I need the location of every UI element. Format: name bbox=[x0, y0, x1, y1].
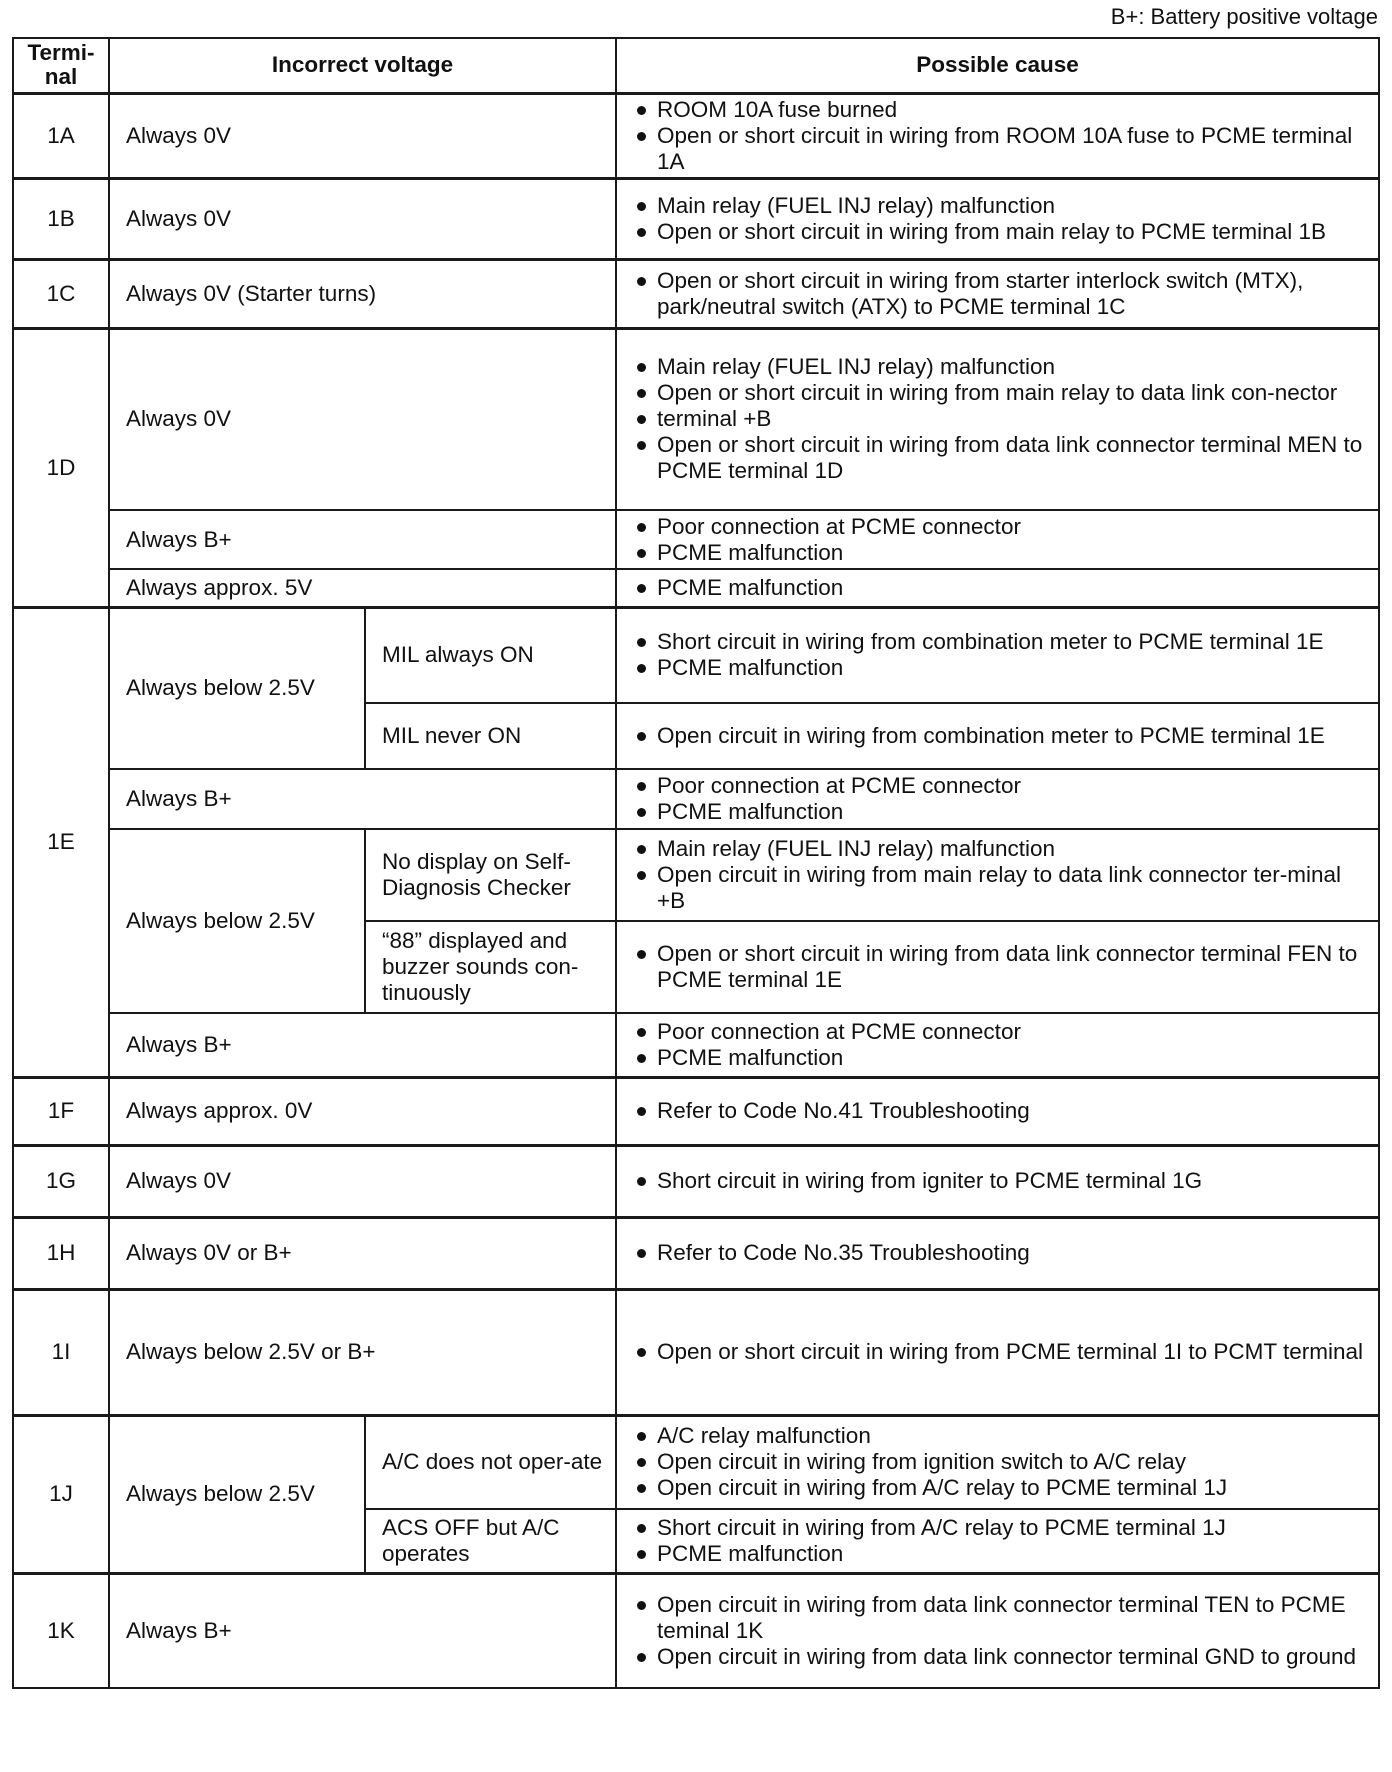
table-row bbox=[13, 569, 1379, 607]
cause-item: Open circuit in wiring from ignition switch to A/C relay bbox=[631, 1449, 1370, 1475]
cause-item: Refer to Code No.41 Troubleshooting bbox=[631, 1098, 1370, 1124]
table-row bbox=[13, 328, 1379, 510]
cause-list bbox=[631, 773, 1370, 825]
voltage-cell: Always B+ bbox=[109, 510, 616, 569]
cause-item: Open circuit in wiring from data link connector terminal GND to ground bbox=[631, 1644, 1370, 1670]
table-row bbox=[13, 1217, 1379, 1289]
terminal-cell: 1H bbox=[13, 1217, 109, 1289]
voltage-cell: Always approx. 5V bbox=[109, 569, 616, 607]
voltage-cell: Always 0V or B+ bbox=[109, 1217, 616, 1289]
terminal-cell: 1G bbox=[13, 1145, 109, 1217]
table-row bbox=[13, 510, 1379, 569]
cause-cell bbox=[616, 1217, 1379, 1289]
terminal-cell: 1B bbox=[13, 178, 109, 259]
cause-item: PCME malfunction bbox=[631, 1045, 1370, 1071]
cause-item: Main relay (FUEL INJ relay) malfunction bbox=[631, 193, 1370, 219]
cause-cell bbox=[616, 569, 1379, 607]
cause-item: PCME malfunction bbox=[631, 655, 1370, 681]
cause-item: Poor connection at PCME connector bbox=[631, 773, 1370, 799]
cause-list bbox=[631, 268, 1370, 320]
terminal-voltage-table bbox=[12, 37, 1380, 1689]
terminal-cell: 1A bbox=[13, 93, 109, 178]
cause-list bbox=[631, 575, 1370, 601]
cause-list bbox=[631, 1339, 1370, 1365]
table-row bbox=[13, 1415, 1379, 1509]
cause-cell bbox=[616, 1509, 1379, 1573]
cause-item: A/C relay malfunction bbox=[631, 1423, 1370, 1449]
cause-list bbox=[631, 836, 1370, 914]
cause-item: Main relay (FUEL INJ relay) malfunction bbox=[631, 836, 1370, 862]
cause-item: Short circuit in wiring from A/C relay to PCME terminal 1J bbox=[631, 1515, 1370, 1541]
cause-list bbox=[631, 941, 1370, 993]
cause-cell bbox=[616, 769, 1379, 829]
cause-cell bbox=[616, 1077, 1379, 1145]
cause-cell bbox=[616, 1013, 1379, 1077]
cause-cell bbox=[616, 703, 1379, 769]
header-possible-cause: Possible cause bbox=[616, 38, 1379, 93]
voltage-cell: Always B+ bbox=[109, 769, 616, 829]
cause-list bbox=[631, 1168, 1370, 1194]
cause-item: Open circuit in wiring from combination meter to PCME terminal 1E bbox=[631, 723, 1370, 749]
header-incorrect-voltage: Incorrect voltage bbox=[109, 38, 616, 93]
voltage-legend-note: B+: Battery positive voltage bbox=[1110, 4, 1378, 29]
cause-item: Open or short circuit in wiring from data link connector terminal FEN to PCME terminal 1E bbox=[631, 941, 1370, 993]
cause-item: Open or short circuit in wiring from starter interlock switch (MTX), park/neutral switch (ATX) to PCME terminal 1C bbox=[631, 268, 1370, 320]
voltage-cell: Always 0V bbox=[109, 1145, 616, 1217]
terminal-cell: 1K bbox=[13, 1573, 109, 1688]
condition-cell: MIL never ON bbox=[365, 703, 616, 769]
condition-cell: A/C does not oper-ate bbox=[365, 1415, 616, 1509]
voltage-cell: Always 0V bbox=[109, 178, 616, 259]
cause-item: Main relay (FUEL INJ relay) malfunction bbox=[631, 354, 1370, 380]
cause-list bbox=[631, 1098, 1370, 1124]
cause-cell bbox=[616, 1573, 1379, 1688]
cause-list bbox=[631, 1592, 1370, 1670]
cause-item: Open circuit in wiring from data link connector terminal TEN to PCME teminal 1K bbox=[631, 1592, 1370, 1644]
cause-list bbox=[631, 723, 1370, 749]
cause-item: Poor connection at PCME connector bbox=[631, 1019, 1370, 1045]
voltage-cell: Always below 2.5V bbox=[109, 607, 365, 769]
cause-cell bbox=[616, 829, 1379, 921]
cause-cell bbox=[616, 1415, 1379, 1509]
cause-item: Short circuit in wiring from igniter to PCME terminal 1G bbox=[631, 1168, 1370, 1194]
table-row bbox=[13, 829, 1379, 921]
condition-cell: No display on Self-Diagnosis Checker bbox=[365, 829, 616, 921]
cause-cell bbox=[616, 328, 1379, 510]
terminal-cell: 1F bbox=[13, 1077, 109, 1145]
table-row bbox=[13, 259, 1379, 328]
cause-cell bbox=[616, 607, 1379, 703]
cause-cell bbox=[616, 510, 1379, 569]
cause-list bbox=[631, 354, 1370, 484]
cause-item: Open circuit in wiring from A/C relay to PCME terminal 1J bbox=[631, 1475, 1370, 1501]
cause-list bbox=[631, 514, 1370, 566]
cause-cell bbox=[616, 1145, 1379, 1217]
terminal-cell: 1D bbox=[13, 328, 109, 607]
voltage-cell: Always below 2.5V bbox=[109, 1415, 365, 1573]
table-row bbox=[13, 1013, 1379, 1077]
voltage-cell: Always below 2.5V or B+ bbox=[109, 1289, 616, 1415]
table-row bbox=[13, 1077, 1379, 1145]
table-row bbox=[13, 1145, 1379, 1217]
header-terminal: Termi-nal bbox=[13, 38, 109, 93]
voltage-cell: Always B+ bbox=[109, 1013, 616, 1077]
cause-item: Open or short circuit in wiring from ROOM 10A fuse to PCME terminal 1A bbox=[631, 123, 1370, 175]
cause-item: terminal +B bbox=[631, 406, 1370, 432]
condition-cell: “88” displayed and buzzer sounds con-tinuously bbox=[365, 921, 616, 1013]
cause-item: Open or short circuit in wiring from main relay to PCME terminal 1B bbox=[631, 219, 1370, 245]
cause-item: PCME malfunction bbox=[631, 540, 1370, 566]
voltage-cell: Always 0V (Starter turns) bbox=[109, 259, 616, 328]
voltage-cell: Always B+ bbox=[109, 1573, 616, 1688]
cause-item: Short circuit in wiring from combination meter to PCME terminal 1E bbox=[631, 629, 1370, 655]
voltage-cell: Always approx. 0V bbox=[109, 1077, 616, 1145]
table-row bbox=[13, 178, 1379, 259]
cause-item: Refer to Code No.35 Troubleshooting bbox=[631, 1240, 1370, 1266]
table-row bbox=[13, 607, 1379, 703]
cause-item: ROOM 10A fuse burned bbox=[631, 97, 1370, 123]
cause-list bbox=[631, 1515, 1370, 1567]
terminal-cell: 1E bbox=[13, 607, 109, 1077]
cause-cell bbox=[616, 1289, 1379, 1415]
terminal-cell: 1C bbox=[13, 259, 109, 328]
terminal-cell: 1J bbox=[13, 1415, 109, 1573]
voltage-cell: Always 0V bbox=[109, 93, 616, 178]
cause-item: Open or short circuit in wiring from main relay to data link con-nector bbox=[631, 380, 1370, 406]
condition-cell: MIL always ON bbox=[365, 607, 616, 703]
cause-item: Poor connection at PCME connector bbox=[631, 514, 1370, 540]
table-row bbox=[13, 769, 1379, 829]
cause-list bbox=[631, 193, 1370, 245]
cause-item: Open or short circuit in wiring from PCME terminal 1I to PCMT terminal bbox=[631, 1339, 1370, 1365]
voltage-cell: Always below 2.5V bbox=[109, 829, 365, 1013]
cause-item: PCME malfunction bbox=[631, 575, 1370, 601]
cause-item: PCME malfunction bbox=[631, 799, 1370, 825]
cause-item: Open or short circuit in wiring from data link connector terminal MEN to PCME terminal 1D bbox=[631, 432, 1370, 484]
cause-cell bbox=[616, 921, 1379, 1013]
voltage-cell: Always 0V bbox=[109, 328, 616, 510]
cause-list bbox=[631, 629, 1370, 681]
table-row bbox=[13, 1289, 1379, 1415]
cause-item: Open circuit in wiring from main relay to data link connector ter-minal +B bbox=[631, 862, 1370, 914]
cause-list bbox=[631, 1423, 1370, 1501]
table-row bbox=[13, 93, 1379, 178]
cause-list bbox=[631, 97, 1370, 175]
cause-cell bbox=[616, 93, 1379, 178]
terminal-cell: 1I bbox=[13, 1289, 109, 1415]
table-row bbox=[13, 1573, 1379, 1688]
condition-cell: ACS OFF but A/C operates bbox=[365, 1509, 616, 1573]
cause-cell bbox=[616, 259, 1379, 328]
cause-list bbox=[631, 1019, 1370, 1071]
cause-list bbox=[631, 1240, 1370, 1266]
cause-cell bbox=[616, 178, 1379, 259]
cause-item: PCME malfunction bbox=[631, 1541, 1370, 1567]
table-header-row bbox=[13, 38, 1379, 93]
